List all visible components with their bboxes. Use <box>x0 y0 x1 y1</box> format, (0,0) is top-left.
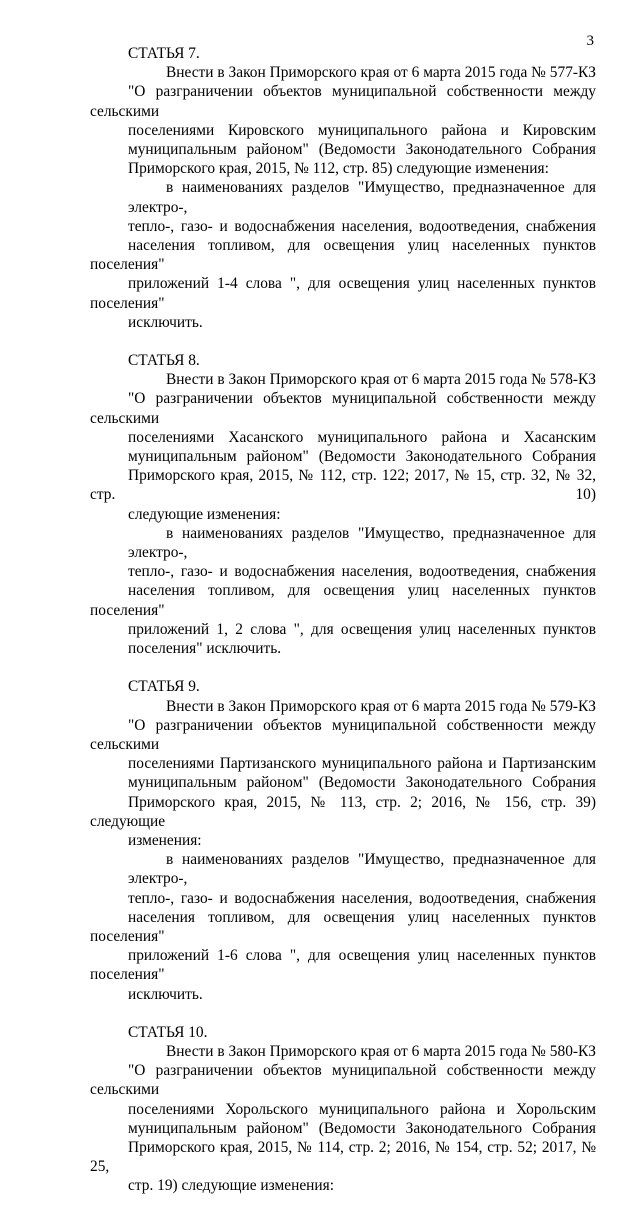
article-intro <box>90 370 596 524</box>
text-line: исключить. <box>128 313 203 331</box>
article-change <box>90 850 596 1004</box>
article-intro <box>90 697 596 851</box>
text-line: Приморского края, 2015, № 113, стр. 2; 2016, № 156, стр. 39) следующие <box>90 793 596 830</box>
text-line: муниципальным районом" (Ведомости Законодательного Собрания <box>128 774 596 792</box>
text-line: Внести в Закон Приморского края от 6 марта 2015 года № 578-КЗ <box>166 371 596 389</box>
text-line: "О разграничении объектов муниципальной собственности между сельскими <box>90 83 596 120</box>
text-line: Приморского края, 2015, № 112, стр. 85) следующие изменения: <box>128 160 549 178</box>
text-line: населения топливом, для освещения улиц населенных пунктов поселения" <box>90 582 596 619</box>
article-intro <box>90 1042 596 1196</box>
text-line: населения топливом, для освещения улиц населенных пунктов поселения" <box>90 908 596 945</box>
article-change <box>90 524 596 658</box>
article-9 <box>90 677 596 1003</box>
text-line: поселениями Хорольского муниципального района и Хорольским <box>128 1100 596 1118</box>
text-line: Приморского края, 2015, № 112, стр. 122; 2017, № 15, стр. 32, № 32, стр. 10) <box>90 467 596 504</box>
text-line: следующие изменения: <box>128 505 281 523</box>
text-line: тепло-, газо- и водоснабжения населения, водоотведения, снабжения <box>128 217 596 235</box>
text-line: приложений 1, 2 слова ", для освещения улиц населенных пунктов <box>128 620 596 638</box>
document-body <box>90 44 596 1215</box>
article-8 <box>90 351 596 658</box>
text-line: в наименованиях разделов "Имущество, предназначенное для электро-, <box>128 851 596 888</box>
article-title: СТАТЬЯ 8. <box>128 352 200 370</box>
text-line: Внести в Закон Приморского края от 6 марта 2015 года № 580-КЗ <box>166 1042 596 1060</box>
text-line: Внести в Закон Приморского края от 6 марта 2015 года № 577-КЗ <box>166 64 596 82</box>
text-line: муниципальным районом" (Ведомости Законодательного Собрания <box>128 448 596 466</box>
article-title: СТАТЬЯ 7. <box>128 45 200 62</box>
text-line: изменения: <box>128 831 202 849</box>
text-line: поселениями Партизанского муниципального района и Партизанским <box>128 755 596 773</box>
text-line: муниципальным районом" (Ведомости Законодательного Собрания <box>128 141 596 159</box>
text-line: стр. 19) следующие изменения: <box>128 1177 334 1195</box>
article-intro <box>90 63 596 178</box>
text-line: "О разграничении объектов муниципальной собственности между сельскими <box>90 390 596 427</box>
text-line: тепло-, газо- и водоснабжения населения, водоотведения, снабжения <box>128 563 596 581</box>
text-line: приложений 1-6 слова ", для освещения улиц населенных пунктов поселения" <box>90 947 596 984</box>
page-number: 3 <box>586 33 594 49</box>
article-10 <box>90 1023 596 1196</box>
text-line: "О разграничении объектов муниципальной собственности между сельскими <box>90 1062 596 1099</box>
text-line: поселения" исключить. <box>128 640 282 658</box>
text-line: Внести в Закон Приморского края от 6 марта 2015 года № 579-КЗ <box>166 697 596 715</box>
text-line: приложений 1-4 слова ", для освещения улиц населенных пунктов поселения" <box>90 275 596 312</box>
text-line: поселениями Хасанского муниципального района и Хасанским <box>128 428 596 446</box>
article-change <box>90 178 596 332</box>
text-line: поселениями Кировского муниципального района и Кировским <box>128 121 596 139</box>
text-line: "О разграничении объектов муниципальной собственности между сельскими <box>90 716 596 753</box>
article-7 <box>90 44 596 332</box>
text-line: населения топливом, для освещения улиц населенных пунктов поселения" <box>90 237 596 274</box>
text-line: в наименованиях разделов "Имущество, предназначенное для электро-, <box>128 524 596 562</box>
text-line: Приморского края, 2015, № 114, стр. 2; 2016, № 154, стр. 52; 2017, № 25, <box>90 1138 596 1176</box>
text-line: тепло-, газо- и водоснабжения населения, водоотведения, снабжения <box>128 889 596 907</box>
article-title: СТАТЬЯ 9. <box>128 678 200 696</box>
text-line: муниципальным районом" (Ведомости Законодательного Собрания <box>128 1119 596 1137</box>
article-title: СТАТЬЯ 10. <box>128 1023 208 1041</box>
text-line: в наименованиях разделов "Имущество, предназначенное для электро-, <box>128 179 596 216</box>
text-line: исключить. <box>128 985 203 1003</box>
